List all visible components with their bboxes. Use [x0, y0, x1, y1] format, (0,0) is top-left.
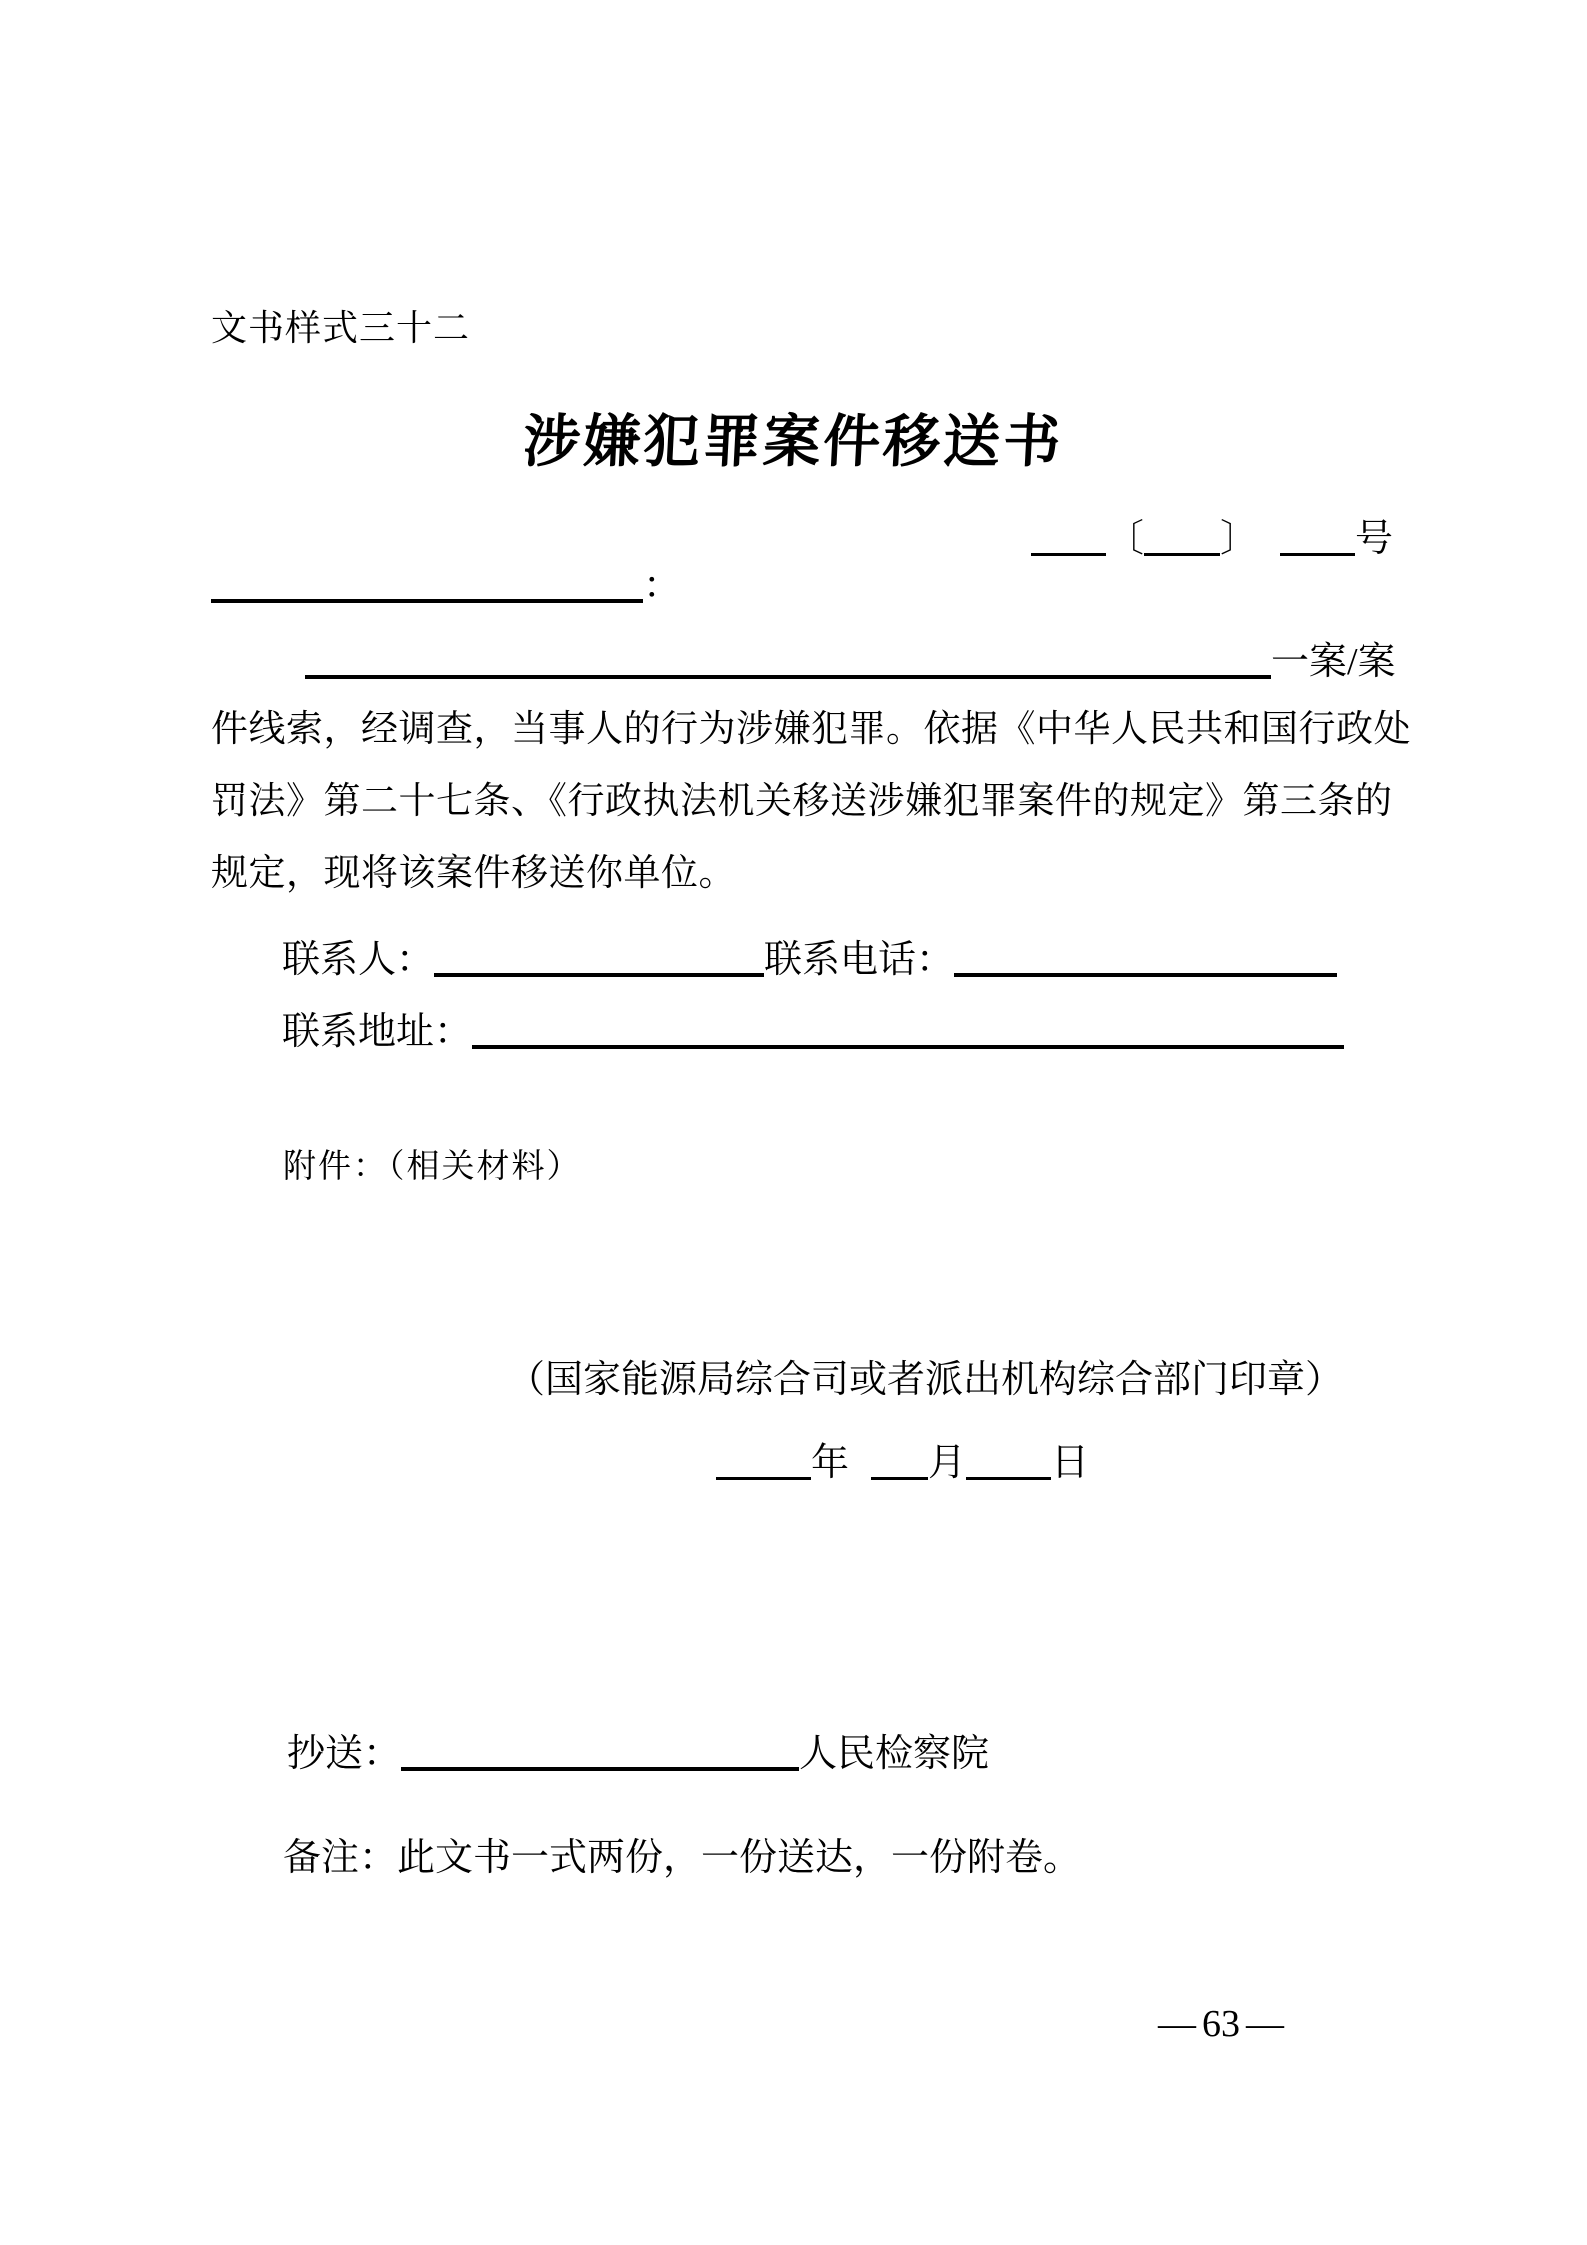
doc-sample-label: 文书样式三十二 [211, 308, 471, 348]
page-number-footer [1158, 2000, 1284, 2048]
contact-person-label: 联系人： [282, 939, 435, 981]
cc-line [287, 1724, 989, 1778]
cc-unit-blank [401, 1729, 799, 1771]
cc-label: 抄送： [287, 1733, 402, 1775]
case-name-line [211, 632, 1396, 686]
contact-phone-label: 联系电话： [764, 939, 955, 981]
contact-line [282, 930, 1337, 984]
page-number: 63 [1202, 2003, 1240, 2045]
recipient-line [211, 556, 681, 610]
doc-number-suffix: 号 [1354, 518, 1393, 560]
date-month-label: 月 [928, 1442, 967, 1484]
date-month-blank [871, 1439, 928, 1480]
date-day-blank [966, 1439, 1051, 1480]
doc-title: 涉嫌犯罪案件移送书 [521, 411, 1065, 474]
footer-dash-right: — [1246, 2003, 1284, 2045]
case-suffix: 一案/案 [1271, 641, 1396, 683]
bracket-open: 〔 [1105, 518, 1144, 560]
contact-address-label: 联系地址： [282, 1011, 473, 1053]
doc-number-blank-3 [1280, 515, 1355, 556]
cc-suffix: 人民检察院 [799, 1733, 990, 1775]
contact-address-blank [472, 1007, 1344, 1049]
contact-person-blank [434, 935, 764, 977]
doc-number-line [1031, 510, 1393, 563]
bracket-close: 〕 [1219, 518, 1258, 560]
footer-dash-left: — [1158, 2003, 1196, 2045]
body-text-line-3: 规定，现将该案件移送你单位。 [211, 853, 736, 894]
doc-number-blank-1 [1031, 515, 1106, 556]
date-day-label: 日 [1051, 1442, 1090, 1484]
case-name-blank [305, 637, 1271, 679]
date-year-blank [716, 1439, 811, 1480]
recipient-name-blank [211, 561, 643, 603]
remarks-line: 备注：此文书一式两份，一份送达，一份附卷。 [283, 1837, 1082, 1879]
attachment-line: 附件：（相关材料） [283, 1149, 582, 1185]
doc-number-blank-2 [1144, 515, 1220, 556]
contact-address-line [282, 1002, 1344, 1056]
date-year-label: 年 [811, 1442, 850, 1484]
date-line [716, 1434, 1089, 1487]
contact-phone-blank [954, 935, 1337, 977]
body-text-line-2: 罚法》第二十七条、《行政执法机关移送涉嫌犯罪案件的规定》第三条的 [211, 781, 1393, 822]
recipient-colon: ： [643, 565, 682, 607]
body-text-line-1: 件线索，经调查，当事人的行为涉嫌犯罪。依据《中华人民共和国行政处 [211, 709, 1411, 750]
seal-note-line: （国家能源局综合司或者派出机构综合部门印章） [507, 1359, 1344, 1401]
